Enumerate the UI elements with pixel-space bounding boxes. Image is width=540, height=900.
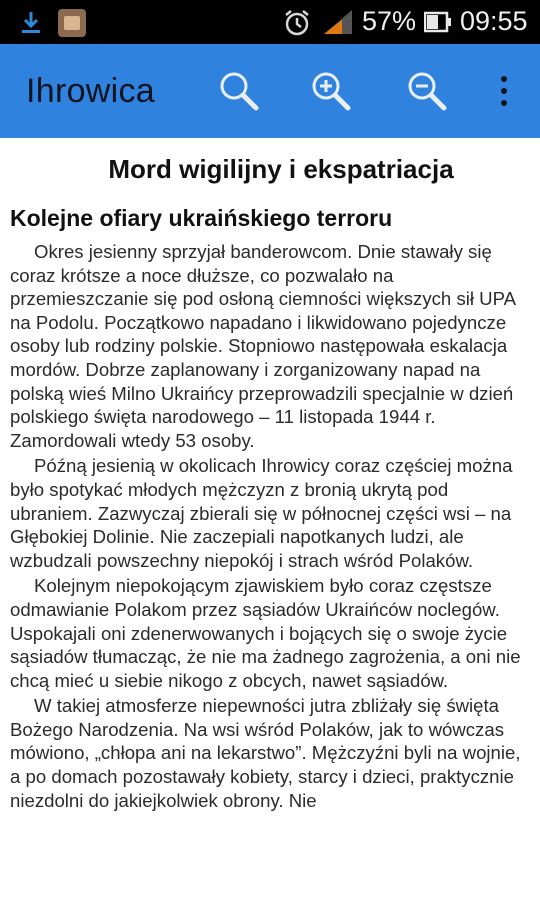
clock-time: 09:55 xyxy=(460,6,528,36)
download-icon xyxy=(18,10,44,36)
app-title: Ihrowica xyxy=(26,72,156,110)
section-title: Kolejne ofiary ukraińskiego terroru xyxy=(10,205,393,231)
battery-icon xyxy=(424,10,452,34)
signal-icon xyxy=(322,8,354,36)
zoom-out-icon[interactable] xyxy=(404,68,450,114)
paragraph: Okres jesienny sprzyjał banderowcom. Dnie stawały się coraz krótsze a noce dłuższe, co pozwalało na przemieszczanie się pod osłoną ciemności większych sił UPA na Podolu. Początkowo napadano i likwidowano pojedyncze osoby lub rodziny polskie. Stopniowo następowała eskalacja mordów. Dobrze zaplanowany i zorganizowany napad na polską wieś Milno Ukraińcy przeprowadzili specjalnie w dzień polskiego święta narodowego – 11 listopada 1944 r. Zamordowali wtedy 53 osoby. xyxy=(10,241,515,451)
more-vert-icon[interactable] xyxy=(494,72,514,112)
alarm-icon xyxy=(282,8,312,38)
image-thumbnail-icon xyxy=(58,9,86,37)
zoom-in-icon[interactable] xyxy=(308,68,354,114)
article-content[interactable] xyxy=(10,138,532,900)
action-bar xyxy=(0,44,540,138)
search-icon[interactable] xyxy=(216,68,262,114)
paragraph: Kolejnym niepokojącym zjawiskiem było coraz częstsze odmawianie Polakom przez sąsiadów Ukraińców noclegów. Uspokajali oni zdenerwowanych i bojących się o swoje życie sąsiadów tłumacząc, że nie ma żadnego zagrożenia, a oni nie chcą mieć u siebie nikogo z obcych, nawet sąsiadów. xyxy=(10,575,521,691)
status-bar xyxy=(0,0,540,44)
paragraph: W takiej atmosferze niepewności jutra zbliżały się święta Bożego Narodzenia. Na wsi wśród Polaków, jak to wówczas mówiono, „chłopa ani na lekarstwo”. Mężczyźni byli na wojnie, a po domach pozostawały kobiety, starcy i dzieci, praktycznie niezdolni do jakiejkolwiek obrony. Nie xyxy=(10,695,521,811)
page-title: Mord wigilijny i ekspatriacja xyxy=(108,154,454,184)
paragraph: Późną jesienią w okolicach Ihrowicy coraz częściej można było spotykać młodych mężczyzn z bronią ukrytą pod ubraniem. Zazwyczaj zbierali się w północnej części wsi – na Głębokiej Dolinie. Nie zaczepiali napotkanych ludzi, ale wzbudzali powszechny niepokój i strach wśród Polaków. xyxy=(10,455,513,571)
battery-percent: 57% xyxy=(362,6,417,36)
